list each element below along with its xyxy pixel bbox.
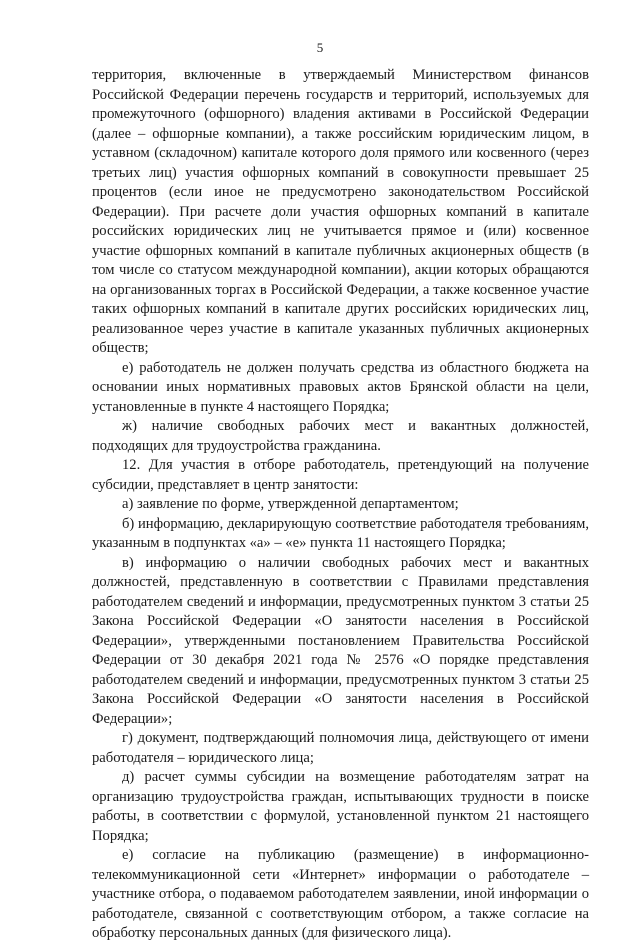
paragraph-item-zh: ж) наличие свободных рабочих мест и вакантных должностей, подходящих для трудоустройства гражданина. xyxy=(92,418,589,454)
paragraph-item-d: д) расчет суммы субсидии на возмещение работодателям затрат на организацию трудоустройства граждан, испытывающих трудности в поиске работы, в соответствии с формулой, установленной пунктом 21 настоящего Порядка; xyxy=(92,769,589,844)
paragraph-clause-12: 12. Для участия в отборе работодатель, претендующий на получение субсидии, представляет в центр занятости: xyxy=(92,457,589,493)
document-body xyxy=(92,66,589,944)
paragraph-item-a: а) заявление по форме, утвержденной департаментом; xyxy=(122,496,459,512)
paragraph-continuation: территория, включенные в утверждаемый Министерством финансов Российской Федерации перечень государств и территорий, используемых для промежуточного (офшорного) владения активами в Российской Федерации (далее – офшорные компании), а также российским юридическим лицом, в уставном (складочном) капитале которого доля прямого или косвенного (через третьих лиц) участия офшорных компаний в совокупности превышает 25 процентов (если иное не предусмотрено законодательством Российской Федерации). При расчете доли участия офшорных компаний в капитале российских юридических лиц не учитывается прямое и (или) косвенное участие офшорных компаний в капитале публичных акционерных обществ (в том числе со статусом международной компании), акции которых обращаются на организованных торгах в Российской Федерации, а также косвенное участие таких офшорных компаний в капитале других российских юридических лиц, реализованное через участие в капитале указанных публичных акционерных обществ; xyxy=(92,67,589,356)
paragraph-item-e-consent: е) согласие на публикацию (размещение) в информационно-телекоммуникационной сети «Интернет» информации о работодателе – участнике отбора, о подаваемом работодателем заявлении, иной информации о работодателе, связанной с соответствующим отбором, а также согласие на обработку персональных данных (для физического лица). xyxy=(92,847,589,941)
page-number: 5 xyxy=(316,40,324,55)
paragraph-item-v: в) информацию о наличии свободных рабочих мест и вакантных должностей, представленную в соответствии с Правилами представления работодателем сведений и информации, предусмотренных пунктом 3 статьи 25 Закона Российской Федерации «О занятости населения в Российской Федерации», утвержденными постановлением Правительства Российской Федерации от 30 декабря 2021 года № 2576 «О порядке представления работодателем сведений и информации, предусмотренных пунктом 3 статьи 25 Закона Российской Федерации «О занятости населения в Российской Федерации»; xyxy=(92,554,589,727)
paragraph-item-g: г) документ, подтверждающий полномочия лица, действующего от имени работодателя – юридического лица; xyxy=(92,730,589,766)
paragraph-item-e: е) работодатель не должен получать средства из областного бюджета на основании иных нормативных правовых актов Брянской области на цели, установленные в пункте 4 настоящего Порядка; xyxy=(92,359,589,415)
paragraph-item-b: б) информацию, декларирующую соответствие работодателя требованиям, указанным в подпунктах «а» – «е» пункта 11 настоящего Порядка; xyxy=(92,515,589,551)
